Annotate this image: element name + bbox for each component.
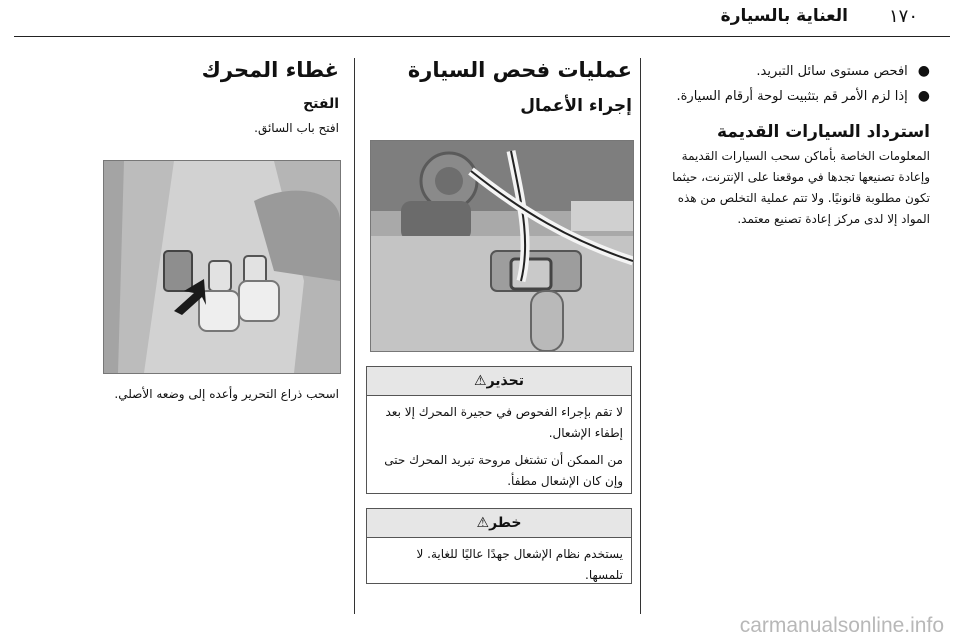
section-paragraph: المعلومات الخاصة بأماكن سحب السيارات القديمة وإعادة تصنيعها تجدها في موقعنا على الإنترنت، حيثما تكون مطلوبة قانونيًا. ولا تتم عملية التخلص من هذه المواد إلا لدى مركز إعادة تصنيع معتمد. — [672, 149, 930, 226]
danger-box-header: ⚠خطر — [367, 509, 631, 538]
watermark: carmanualsonline.info — [739, 614, 944, 637]
bullet-item: ●إذا لزم الأمر قم بتثبيت لوحة أرقام السيارة. — [676, 88, 930, 104]
hood-release-photo — [103, 160, 341, 374]
warning-text-2: من الممكن أن تشتغل مروحة تبريد المحرك حتى وإن كان الإشعال مطفأ. — [384, 453, 623, 488]
column-right — [648, 58, 930, 230]
warning-box — [366, 366, 632, 494]
hood-release-illustration — [104, 161, 340, 373]
column-divider-right — [640, 58, 641, 614]
bullet-item: ●افحص مستوى سائل التبريد. — [756, 63, 930, 79]
section-title: عمليات فحص السيارة — [407, 58, 632, 82]
step-text: افتح باب السائق. — [254, 121, 339, 135]
danger-box — [366, 508, 632, 584]
engine-bay-photo — [370, 140, 634, 352]
warning-triangle-icon: ⚠ — [476, 515, 490, 531]
column-middle — [366, 58, 632, 116]
section-heading: غطاء المحرك — [201, 58, 339, 82]
danger-text: يستخدم نظام الإشعال جهدًا عاليًا للغاية. لا تلمسها. — [416, 547, 623, 582]
header-rule — [14, 36, 950, 37]
section-heading: استرداد السيارات القديمة — [716, 122, 930, 142]
section-subheading: الفتح — [303, 96, 339, 112]
engine-bay-illustration — [371, 141, 633, 351]
page-number: ١٧٠ — [888, 6, 918, 27]
column-divider-left — [354, 58, 355, 614]
chapter-title: العناية بالسيارة — [720, 6, 848, 26]
warning-triangle-icon: ⚠ — [474, 373, 487, 389]
step-text: اسحب ذراع التحرير وأعده إلى وضعه الأصلي. — [114, 387, 339, 401]
warning-box-header: ⚠تحذير — [367, 367, 631, 396]
warning-text-1: لا تقم بإجراء الفحوص في حجيرة المحرك إلا بعد إطفاء الإشعال. — [385, 405, 623, 440]
column-left — [103, 58, 339, 139]
section-subtitle: إجراء الأعمال — [520, 96, 632, 116]
